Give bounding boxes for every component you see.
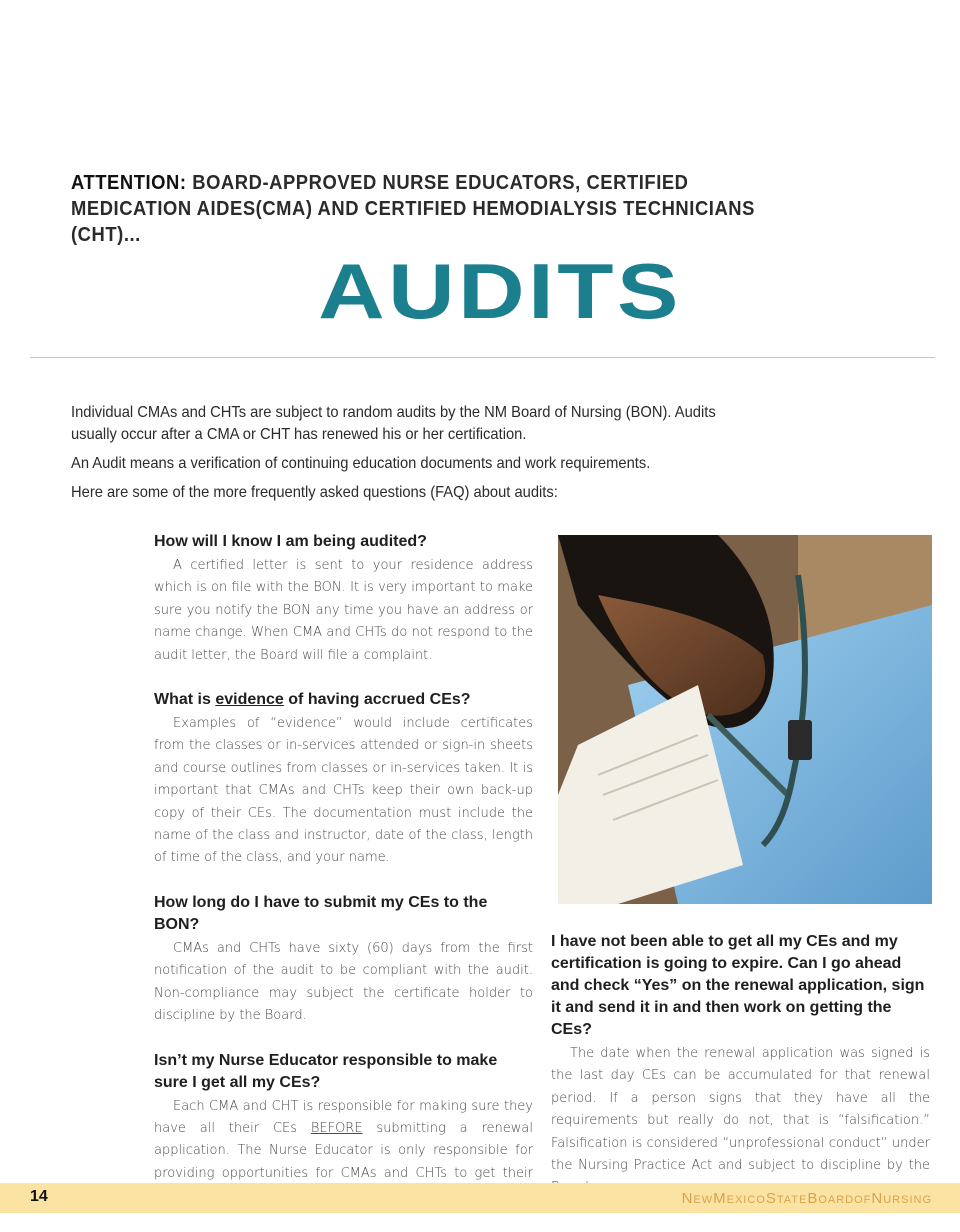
footer-band: [0, 1183, 960, 1213]
faq-question: I have not been able to get all my CEs and my certification is going to expire. Can I go ahead and check “Yes” on the renewal application, sign it and send it in and then work on getting the CEs?: [551, 933, 925, 1038]
faq-answer: Examples of “evidence” would include certificates from the classes or in-services attended or sign-in sheets and course outlines from classes or in-services taken. It is important that CMAs and CHTs keep their own back-up copy of their CEs. The documentation must include the name of the class and instructor, date of the class, length of time of the class, and your name.: [154, 716, 533, 866]
footer-brand: NewMexicoStateBoardofNursing: [681, 1190, 932, 1207]
faq-question: [154, 689, 533, 711]
faq-left-column: [154, 531, 533, 1230]
attention-lead: ATTENTION:: [71, 172, 187, 194]
faq-item: [551, 931, 930, 1200]
faq-question-part: What is: [154, 691, 216, 709]
intro-paragraph: Individual CMAs and CHTs are subject to random audits by the NM Board of Nursing (BON). Audits usually occur after a CMA or CHT has renewed his or her certification.: [71, 404, 716, 443]
page-number: 14: [30, 1188, 48, 1205]
faq-question: How will I know I am being audited?: [154, 533, 427, 550]
faq-answer: The date when the renewal application was signed is the last day CEs can be accumulated for that renewal period. If a person signs that they have all the requirements but really do not, that is “falsification.” Falsification is considered “unprofessional conduct” under the Nursing Practice Act and subject to discipline by the: [551, 1046, 930, 1174]
attention-heading: [71, 170, 807, 248]
intro-section: [71, 402, 733, 511]
faq-question: How long do I have to submit my CEs to the BON?: [154, 893, 488, 933]
faq-answer: CMAs and CHTs have sixty (60) days from the first notification of the audit to be compliant with the audit. Non-compliance may subject the certificate holder to discipline by the Board.: [154, 940, 533, 1024]
page-title: AUDITS: [318, 247, 682, 335]
faq-item: [154, 531, 533, 667]
faq-answer: A certified letter is sent to your residence address which is on file with the BON. It is very important to make sure you notify the BON any time you have an address or name change. When CMA and CHTs do not respond to the audit letter, the Board will file a complaint.: [154, 558, 533, 663]
nurse-photo: [558, 535, 932, 904]
evidence-underlined: evidence: [215, 691, 284, 709]
attention-text: BOARD-APPROVED NURSE EDUCATORS, CERTIFIED MEDICATION AIDES(CMA) AND CERTIFIED HEMODIALYSIS TECHNICIANS (CHT)...: [71, 172, 755, 246]
nurse-photo-illustration: [558, 535, 932, 904]
divider: [30, 357, 935, 358]
faq-question: Isn’t my Nurse Educator responsible to make sure I get all my CEs?: [154, 1051, 498, 1091]
faq-answer-part: Each CMA and CHT is responsible for making sure they have all their CEs: [154, 1098, 533, 1136]
before-underlined: BEFORE: [310, 1120, 363, 1136]
faq-question-part: of having accrued CEs?: [283, 691, 471, 709]
faq-item: [154, 892, 533, 1028]
faq-item: [154, 689, 533, 870]
intro-paragraph: An Audit means a verification of continuing education documents and work requirements.: [71, 455, 651, 472]
faq-right-column: [551, 931, 930, 1222]
faq-answer-part: submitting a renewal application. The Nurse Educator is only responsible for providing opportunities for CMAs and CHTs to get their: [154, 1120, 533, 1181]
intro-paragraph: Here are some of the more frequently asked questions (FAQ) about audits:: [71, 484, 558, 501]
